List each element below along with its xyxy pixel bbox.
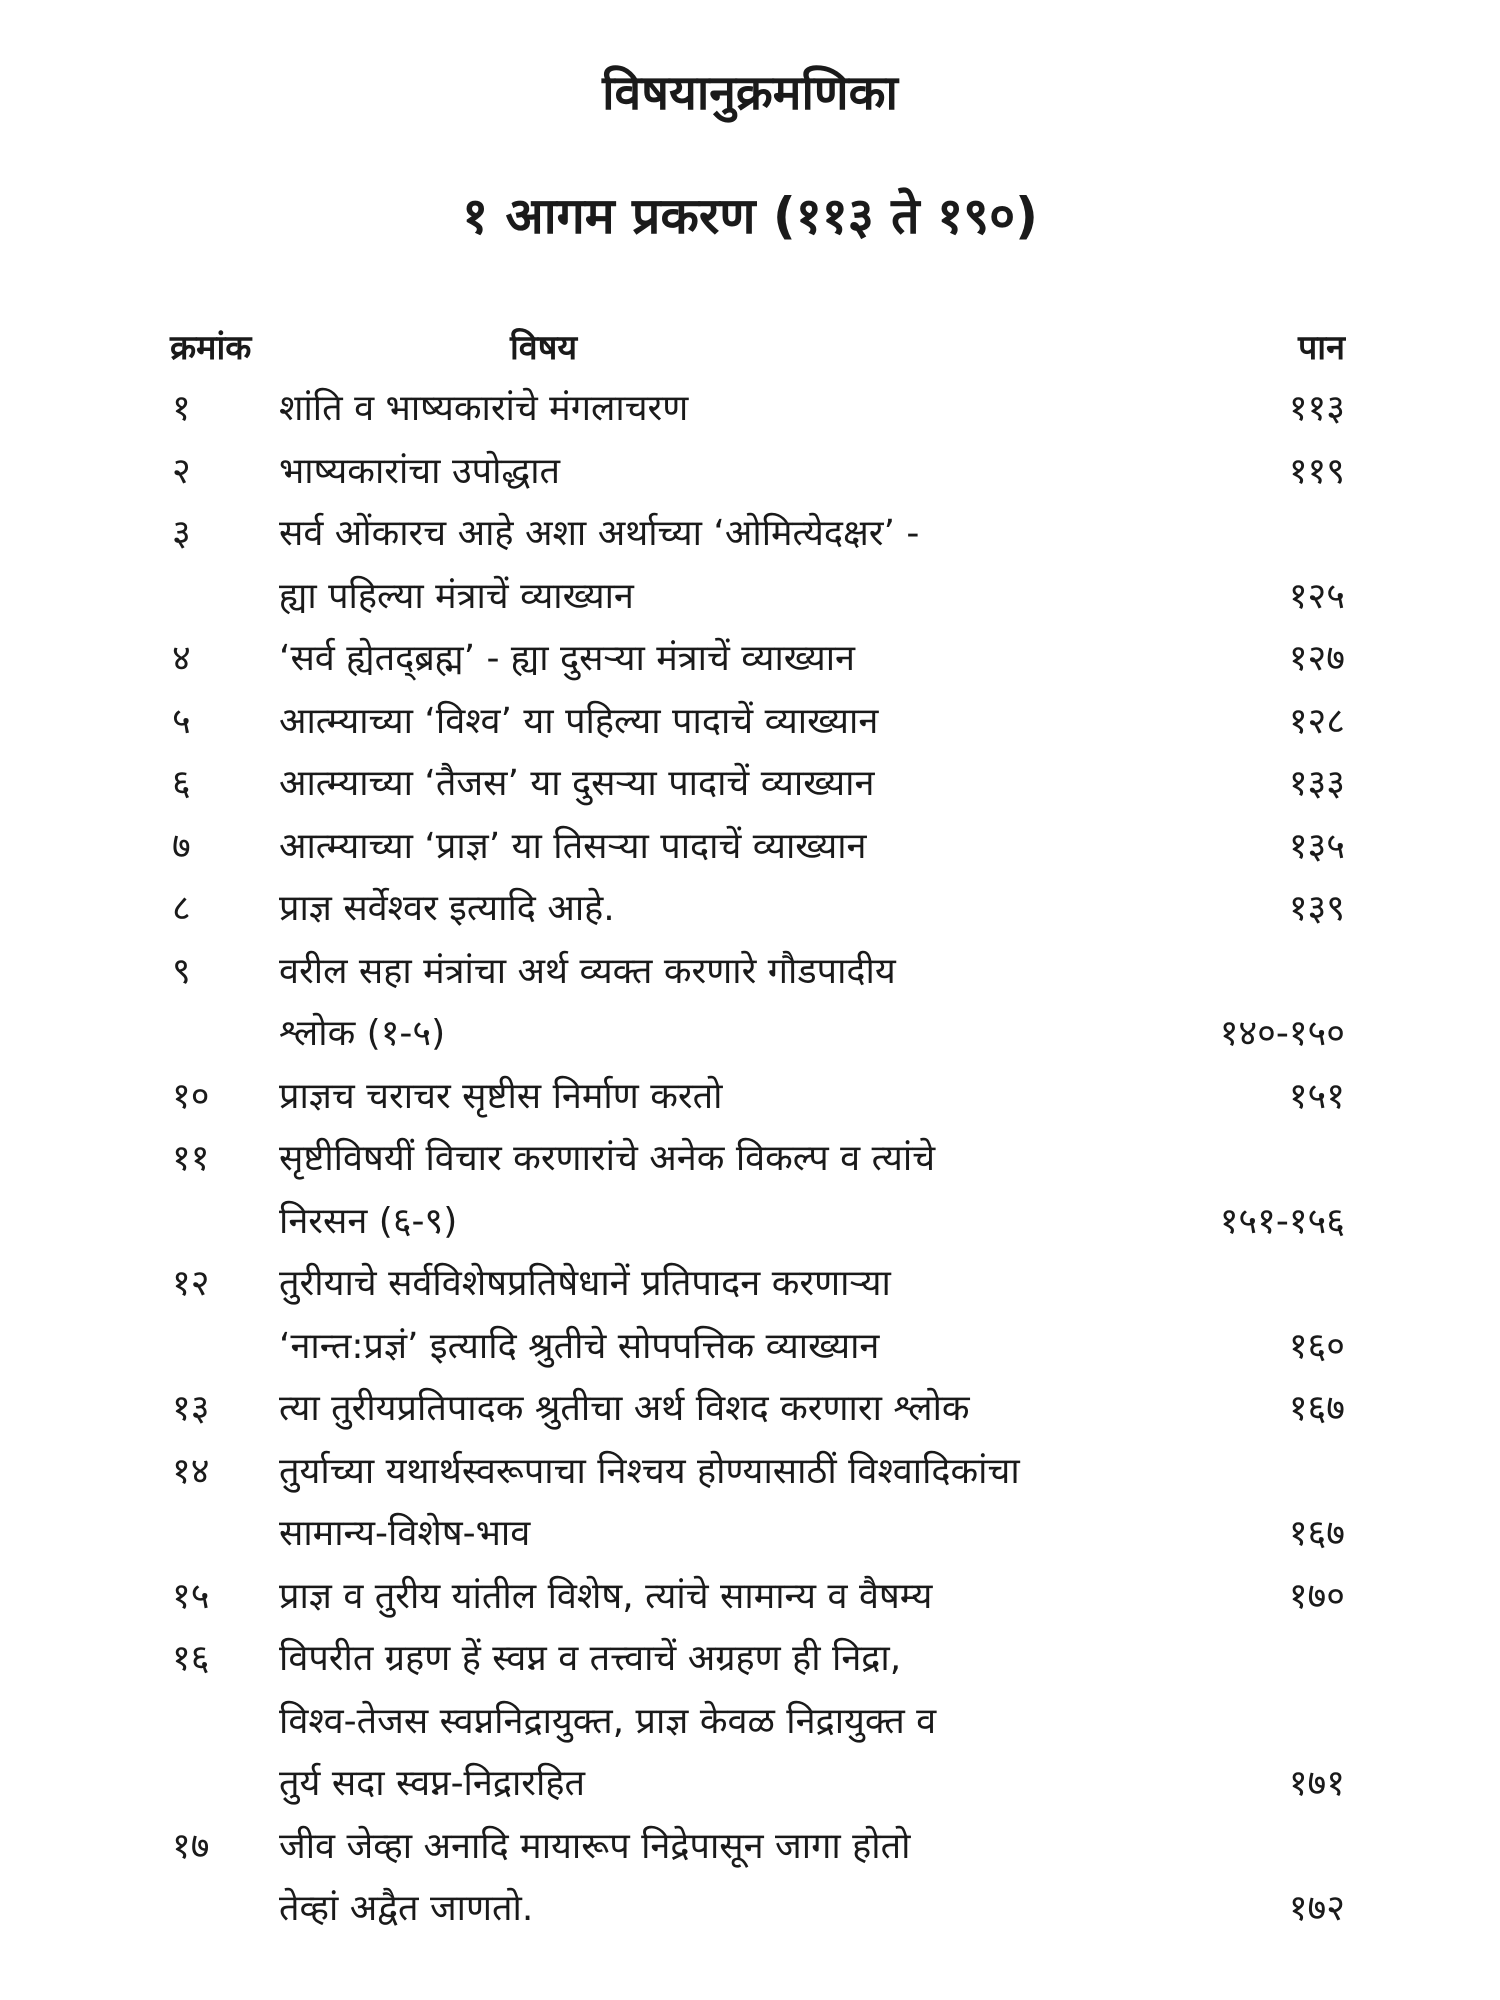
entry-number: ११ — [172, 1138, 210, 1179]
toc-entry-line — [170, 753, 1345, 816]
toc-entry — [170, 1816, 1345, 1941]
toc-entry-line — [170, 441, 1345, 504]
toc-entry-line — [170, 816, 1345, 879]
toc-entry — [170, 441, 1345, 504]
toc-entry — [170, 628, 1345, 691]
toc-entry — [170, 1253, 1345, 1378]
column-header-page: पान — [1298, 328, 1345, 368]
entry-number: ८ — [172, 888, 191, 929]
entry-number: १० — [172, 1075, 210, 1117]
toc-entry-line — [170, 1128, 1345, 1191]
toc-entry-line — [170, 628, 1345, 691]
toc-entry — [170, 1378, 1345, 1441]
entry-page-number: १५१-१५६ — [1219, 1200, 1345, 1242]
entry-subject-text: वरील सहा मंत्रांचा अर्थ व्यक्त करणारे गौडपादीय — [279, 950, 896, 992]
entry-number: ४ — [172, 638, 191, 679]
entry-page-number: ११३ — [1288, 388, 1345, 429]
entry-page-number: १७२ — [1288, 1888, 1345, 1929]
entry-subject-text: आत्म्याच्या ‘प्राज्ञ’ या तिसऱ्या पादाचें व्याख्यान — [279, 825, 867, 867]
entry-subject-text: आत्म्याच्या ‘तैजस’ या दुसऱ्या पादाचें व्याख्यान — [279, 763, 875, 804]
toc-entry-line — [170, 1316, 1345, 1379]
entry-number: १६ — [172, 1638, 210, 1679]
column-header-subject: विषय — [510, 328, 578, 368]
entry-subject-text: विपरीत ग्रहण हें स्वप्न व तत्त्वाचें अग्रहण ही निद्रा, — [279, 1638, 902, 1679]
entry-subject-text: श्लोक (१-५) — [279, 1013, 446, 1054]
entry-number: १२ — [172, 1263, 210, 1304]
entry-subject-text: प्राज्ञच चराचर सृष्टीस निर्माण करतो — [279, 1075, 723, 1117]
toc-entry — [170, 1628, 1345, 1816]
entry-number: १५ — [172, 1575, 210, 1617]
entry-page-number: १३३ — [1288, 763, 1345, 804]
entry-page-number: १३५ — [1288, 825, 1345, 867]
entry-subject-text: तुर्याच्या यथार्थस्वरूपाचा निश्चय होण्यासाठीं विश्वादिकांचा — [279, 1450, 1020, 1492]
toc-entry-line — [170, 1253, 1345, 1316]
entry-page-number: १६७ — [1288, 1388, 1345, 1429]
entry-subject-text: तुरीयाचे सर्वविशेषप्रतिषेधानें प्रतिपादन करणाऱ्या — [279, 1263, 891, 1304]
toc-entry — [170, 378, 1345, 441]
toc-entry — [170, 503, 1345, 628]
toc-entry-line — [170, 1378, 1345, 1441]
entry-number: ६ — [172, 763, 191, 804]
toc-entry — [170, 753, 1345, 816]
toc-entry — [170, 691, 1345, 754]
entry-subject-text: शांति व भाष्यकारांचे मंगलाचरण — [279, 388, 689, 429]
toc-entry-line — [170, 378, 1345, 441]
entry-subject-text: ह्या पहिल्या मंत्राचें व्याख्यान — [279, 575, 634, 617]
entry-subject-text: तुर्य सदा स्वप्न-निद्रारहित — [279, 1763, 585, 1804]
entry-page-number: १६७ — [1288, 1513, 1345, 1554]
toc-entry — [170, 1066, 1345, 1129]
table-of-contents — [170, 318, 1345, 1941]
toc-entry — [170, 878, 1345, 941]
entry-subject-text: प्राज्ञ सर्वेश्वर इत्यादि आहे. — [279, 888, 615, 929]
toc-entry-line — [170, 1753, 1345, 1816]
entry-subject-text: तेव्हां अद्वैत जाणतो. — [279, 1888, 534, 1929]
entry-subject-text: ‘नान्त:प्रज्ञं’ इत्यादि श्रुतीचे सोपपत्तिक व्याख्यान — [279, 1325, 880, 1367]
entry-number: ९ — [172, 950, 191, 992]
toc-entry — [170, 1566, 1345, 1629]
page-title: विषयानुक्रमणिका — [602, 65, 898, 121]
toc-entries — [170, 378, 1345, 1941]
toc-entry-line — [170, 1441, 1345, 1504]
entry-page-number: १७० — [1288, 1575, 1345, 1617]
entry-page-number: १५१ — [1288, 1075, 1345, 1117]
toc-entry-line — [170, 1628, 1345, 1691]
toc-entry-line — [170, 566, 1345, 629]
entry-number: १४ — [172, 1450, 210, 1492]
entry-number: ५ — [172, 700, 191, 742]
entry-number: १ — [172, 388, 191, 429]
toc-entry-line — [170, 691, 1345, 754]
toc-entry — [170, 1441, 1345, 1566]
toc-entry-line — [170, 878, 1345, 941]
section-heading: १ आगम प्रकरण (११३ ते १९०) — [462, 187, 1038, 245]
entry-subject-text: प्राज्ञ व तुरीय यांतील विशेष, त्यांचे सामान्य व वैषम्य — [279, 1575, 933, 1617]
entry-page-number: १२७ — [1288, 638, 1345, 679]
entry-number: १७ — [172, 1825, 210, 1867]
toc-entry-line — [170, 1878, 1345, 1941]
toc-entry-line — [170, 503, 1345, 566]
toc-entry — [170, 1128, 1345, 1253]
toc-entry-line — [170, 1191, 1345, 1254]
column-header-number: क्रमांक — [170, 328, 252, 368]
entry-page-number: १४०-१५० — [1219, 1013, 1345, 1054]
toc-entry-line — [170, 1691, 1345, 1754]
entry-page-number: १७१ — [1288, 1763, 1345, 1804]
entry-number: २ — [172, 450, 191, 492]
entry-page-number: १२५ — [1288, 575, 1345, 617]
toc-entry-line — [170, 1066, 1345, 1129]
toc-header — [170, 318, 1345, 378]
entry-subject-text: जीव जेव्हा अनादि मायारूप निद्रेपासून जागा होतो — [279, 1825, 911, 1867]
toc-entry-line — [170, 1503, 1345, 1566]
toc-entry — [170, 816, 1345, 879]
toc-entry-line — [170, 1003, 1345, 1066]
toc-entry — [170, 941, 1345, 1066]
toc-entry-line — [170, 1816, 1345, 1879]
entry-page-number: १६० — [1288, 1325, 1345, 1367]
entry-subject-text: सामान्य-विशेष-भाव — [279, 1513, 531, 1554]
entry-subject-text: विश्व-तेजस स्वप्ननिद्रायुक्त, प्राज्ञ केवळ निद्रायुक्त व — [279, 1700, 937, 1742]
entry-subject-text: सृष्टीविषयीं विचार करणारांचे अनेक विकल्प व त्यांचे — [279, 1138, 936, 1179]
entry-subject-text: ‘सर्व ह्येतद्‌ब्रह्म’ - ह्या दुसऱ्या मंत्राचें व्याख्यान — [279, 638, 856, 679]
entry-subject-text: सर्व ओंकारच आहे अशा अर्थाच्या ‘ओमित्येदक्षर’ - — [279, 513, 920, 554]
toc-entry-line — [170, 941, 1345, 1004]
entry-number: ३ — [172, 513, 191, 554]
entry-number: ७ — [172, 825, 191, 867]
entry-page-number: ११९ — [1288, 450, 1345, 492]
entry-subject-text: त्या तुरीयप्रतिपादक श्रुतीचा अर्थ विशद करणारा श्लोक — [279, 1388, 970, 1429]
entry-number: १३ — [172, 1388, 210, 1429]
entry-subject-text: भाष्यकारांचा उपोद्धात — [279, 450, 561, 492]
toc-entry-line — [170, 1566, 1345, 1629]
entry-page-number: १२८ — [1288, 700, 1345, 742]
entry-page-number: १३९ — [1288, 888, 1345, 929]
entry-subject-text: निरसन (६-९) — [279, 1200, 458, 1242]
entry-subject-text: आत्म्याच्या ‘विश्व’ या पहिल्या पादाचें व्याख्यान — [279, 700, 879, 742]
